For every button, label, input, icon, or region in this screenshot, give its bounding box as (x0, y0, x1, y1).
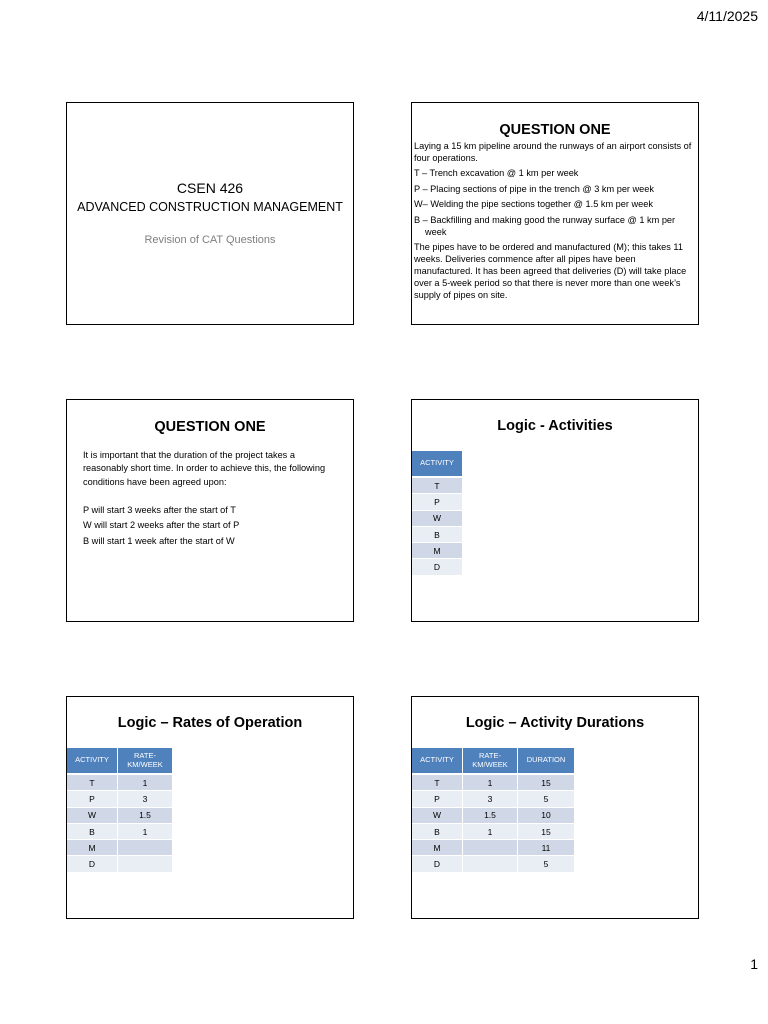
operation-item: T – Trench excavation @ 1 km per week (414, 168, 579, 179)
slide-thumbnail-2 (411, 102, 699, 325)
slide-title: QUESTION ONE (154, 419, 266, 435)
table-cell: W (412, 807, 463, 823)
table-cell: 1 (118, 774, 173, 791)
condition-item: B will start 1 week after the start of W (83, 535, 235, 546)
table-cell: 1.5 (118, 807, 173, 823)
slide-subtitle: Revision of CAT Questions (144, 234, 276, 246)
slide-title: QUESTION ONE (499, 122, 611, 138)
table-row (67, 856, 173, 872)
table-row (67, 807, 173, 823)
table-row (67, 791, 173, 807)
table-row (412, 559, 463, 575)
operation-item: W– Welding the pipe sections together @ 1.5 km per week (414, 199, 653, 210)
question-text (412, 141, 698, 302)
table-cell: B (412, 823, 463, 839)
table-cell: 10 (518, 807, 575, 823)
table-cell (463, 840, 518, 856)
slide-thumbnail-4 (411, 399, 699, 622)
table-cell: 15 (518, 774, 575, 791)
table-row (412, 477, 463, 494)
table-cell (463, 856, 518, 872)
table-row (412, 543, 463, 559)
slide-title: Logic - Activities (497, 418, 613, 434)
table-cell: D (412, 856, 463, 872)
table-cell: B (412, 526, 463, 542)
table-cell (118, 840, 173, 856)
course-name: ADVANCED CONSTRUCTION MANAGEMENT (77, 200, 343, 214)
table-row (412, 856, 575, 872)
page-number: 1 (750, 956, 758, 972)
table-row (412, 774, 575, 791)
course-code: CSEN 426 (176, 180, 244, 196)
table-cell: T (412, 477, 463, 494)
operation-item: B – Backfilling and making good the runway surface @ 1 km per week (414, 214, 676, 237)
slide-thumbnail-1 (66, 102, 354, 325)
column-header: ACTIVITY (412, 748, 463, 774)
table-cell: P (67, 791, 118, 807)
activity-table (412, 451, 463, 576)
slide-thumbnail-3 (66, 399, 354, 622)
table-row (412, 526, 463, 542)
table-row (67, 774, 173, 791)
table-cell: W (412, 510, 463, 526)
table-cell: P (412, 791, 463, 807)
column-header: DURATION (518, 748, 575, 774)
table-row (412, 840, 575, 856)
table-row (412, 807, 575, 823)
conditions-text (67, 449, 353, 548)
table-cell: T (412, 774, 463, 791)
print-date: 4/11/2025 (696, 8, 758, 24)
table-cell: 5 (518, 791, 575, 807)
slide-title: Logic – Rates of Operation (117, 715, 303, 731)
table-cell: 3 (118, 791, 173, 807)
table-cell: M (412, 840, 463, 856)
slide-thumbnail-5 (66, 696, 354, 919)
column-header: ACTIVITY (67, 748, 118, 774)
table-cell: P (412, 494, 463, 510)
table-cell: B (67, 823, 118, 839)
durations-table (412, 748, 575, 873)
table-cell: 11 (518, 840, 575, 856)
table-cell (118, 856, 173, 872)
table-cell: 3 (463, 791, 518, 807)
table-row (412, 494, 463, 510)
intro-paragraph: It is important that the duration of the project takes a reasonably short time. In order to achieve this, the following conditions have been agreed upon: (83, 450, 326, 487)
table-row (412, 791, 575, 807)
table-header-row (67, 748, 173, 774)
table-header-row (412, 748, 575, 774)
table-cell: T (67, 774, 118, 791)
condition-item: W will start 2 weeks after the start of P (83, 520, 240, 531)
table-cell: D (67, 856, 118, 872)
table-cell: 1 (118, 823, 173, 839)
table-cell: M (412, 543, 463, 559)
slide-title: Logic – Activity Durations (465, 715, 645, 731)
column-header: RATE-KM/WEEK (118, 748, 173, 774)
table-cell: W (67, 807, 118, 823)
table-row (67, 840, 173, 856)
paragraph: Laying a 15 km pipeline around the runways of an airport consists of four operations. (414, 141, 692, 163)
table-row (412, 510, 463, 526)
condition-item: P will start 3 weeks after the start of T (83, 505, 236, 516)
table-row (67, 823, 173, 839)
table-cell: 1 (463, 823, 518, 839)
table-header-row (412, 451, 463, 477)
column-header: RATE-KM/WEEK (463, 748, 518, 774)
operation-item: P – Placing sections of pipe in the trench @ 3 km per week (414, 183, 654, 194)
table-cell: M (67, 840, 118, 856)
table-cell: D (412, 559, 463, 575)
rates-table (67, 748, 173, 873)
table-cell: 1.5 (463, 807, 518, 823)
table-cell: 15 (518, 823, 575, 839)
table-cell: 1 (463, 774, 518, 791)
paragraph: The pipes have to be ordered and manufactured (M); this takes 11 weeks. Deliveries commence after all pipes have been manufactured. It has been agreed that deliveries (D) will take place over a 5-week period so that there is never more than one week’s supply of pipes on site. (414, 242, 687, 300)
slide-thumbnail-6 (411, 696, 699, 919)
column-header: ACTIVITY (412, 451, 463, 477)
table-cell: 5 (518, 856, 575, 872)
table-row (412, 823, 575, 839)
